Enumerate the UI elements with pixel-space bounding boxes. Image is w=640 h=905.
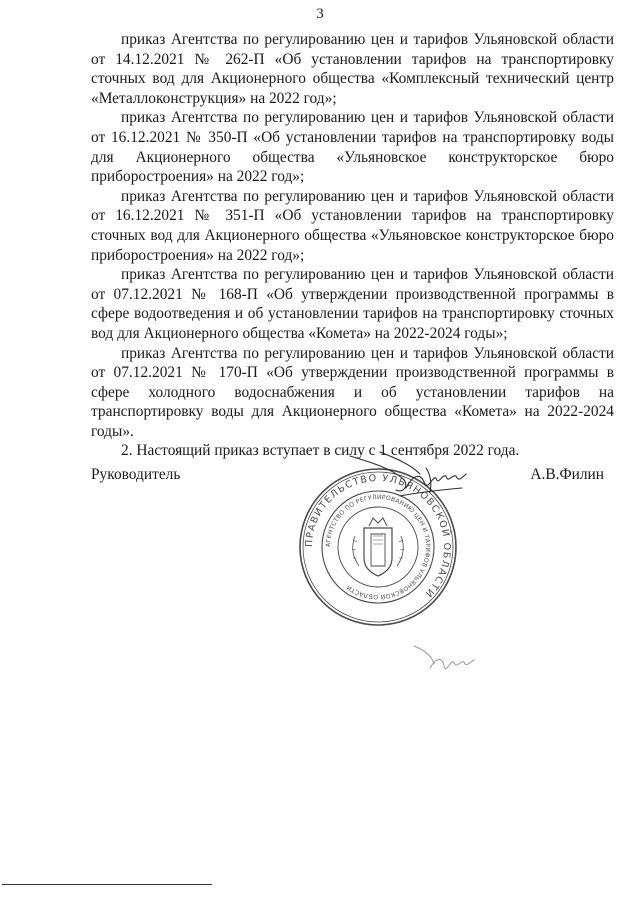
footer-rule bbox=[2, 884, 212, 885]
handwritten-signature-icon bbox=[340, 448, 470, 508]
paragraph-order-168: приказ Агентства по регулированию цен и тарифов Ульяновской области от 07.12.2021 № 168-П «Об утверждении производственной программы в сфере водоотведения и об установлении тарифов на транспортировку сточных вод для Акционерного общества «Комета» на 2022-2024 годы»; bbox=[91, 266, 614, 342]
svg-text:АГЕНТСТВО ПО РЕГУЛИРОВАНИЮ ЦЕН: АГЕНТСТВО ПО РЕГУЛИРОВАНИЮ ЦЕН И ТАРИФОВ УЛЬЯНОВСКОЙ ОБЛАСТИ bbox=[324, 493, 432, 601]
paragraph-effective-date: 2. Настоящий приказ вступает в силу с 1 сентября 2022 года. bbox=[121, 442, 520, 460]
paragraph-order-351: приказ Агентства по регулированию цен и тарифов Ульяновской области от 16.12.2021 № 351-П «Об установлении тарифов на транспортировку сточных вод для Акционерного общества «Ульяновское конструкторское бюро приборостроения» на 2022 год»; bbox=[91, 187, 614, 264]
document-body bbox=[91, 30, 614, 461]
faded-signature-icon bbox=[410, 640, 490, 680]
paragraph-order-262: приказ Агентства по регулированию цен и тарифов Ульяновской области от 14.12.2021 № 262-П «Об установлении тарифов на транспортировку сточных вод для Акционерного общества «Комплексный технический центр «Металлоконструкция» на 2022 год»; bbox=[91, 31, 614, 107]
signer-name: А.В.Филин bbox=[530, 466, 604, 483]
signer-title: Руководитель bbox=[91, 466, 181, 483]
paragraph-order-350: приказ Агентства по регулированию цен и тарифов Ульяновской области от 16.12.2021 № 350-П «Об установлении тарифов на транспортировку воды для Акционерного общества «Ульяновское конструкторское бюро приборостроения» на 2022 год»; bbox=[91, 109, 614, 186]
page-number: 3 bbox=[316, 6, 324, 22]
svg-text:ПРАВИТЕЛЬСТВО УЛЬЯНОВСКОЙ ОБЛА: ПРАВИТЕЛЬСТВО УЛЬЯНОВСКОЙ ОБЛАСТИ bbox=[303, 472, 453, 600]
paragraph-order-170: приказ Агентства по регулированию цен и тарифов Ульяновской области от 07.12.2021 № 170-П «Об утверждении производственной программы в сфере холодного водоснабжения и об установлении тарифов на транспортировку воды для Акционерного общества «Комета» на 2022-2024 годы». bbox=[91, 344, 614, 440]
